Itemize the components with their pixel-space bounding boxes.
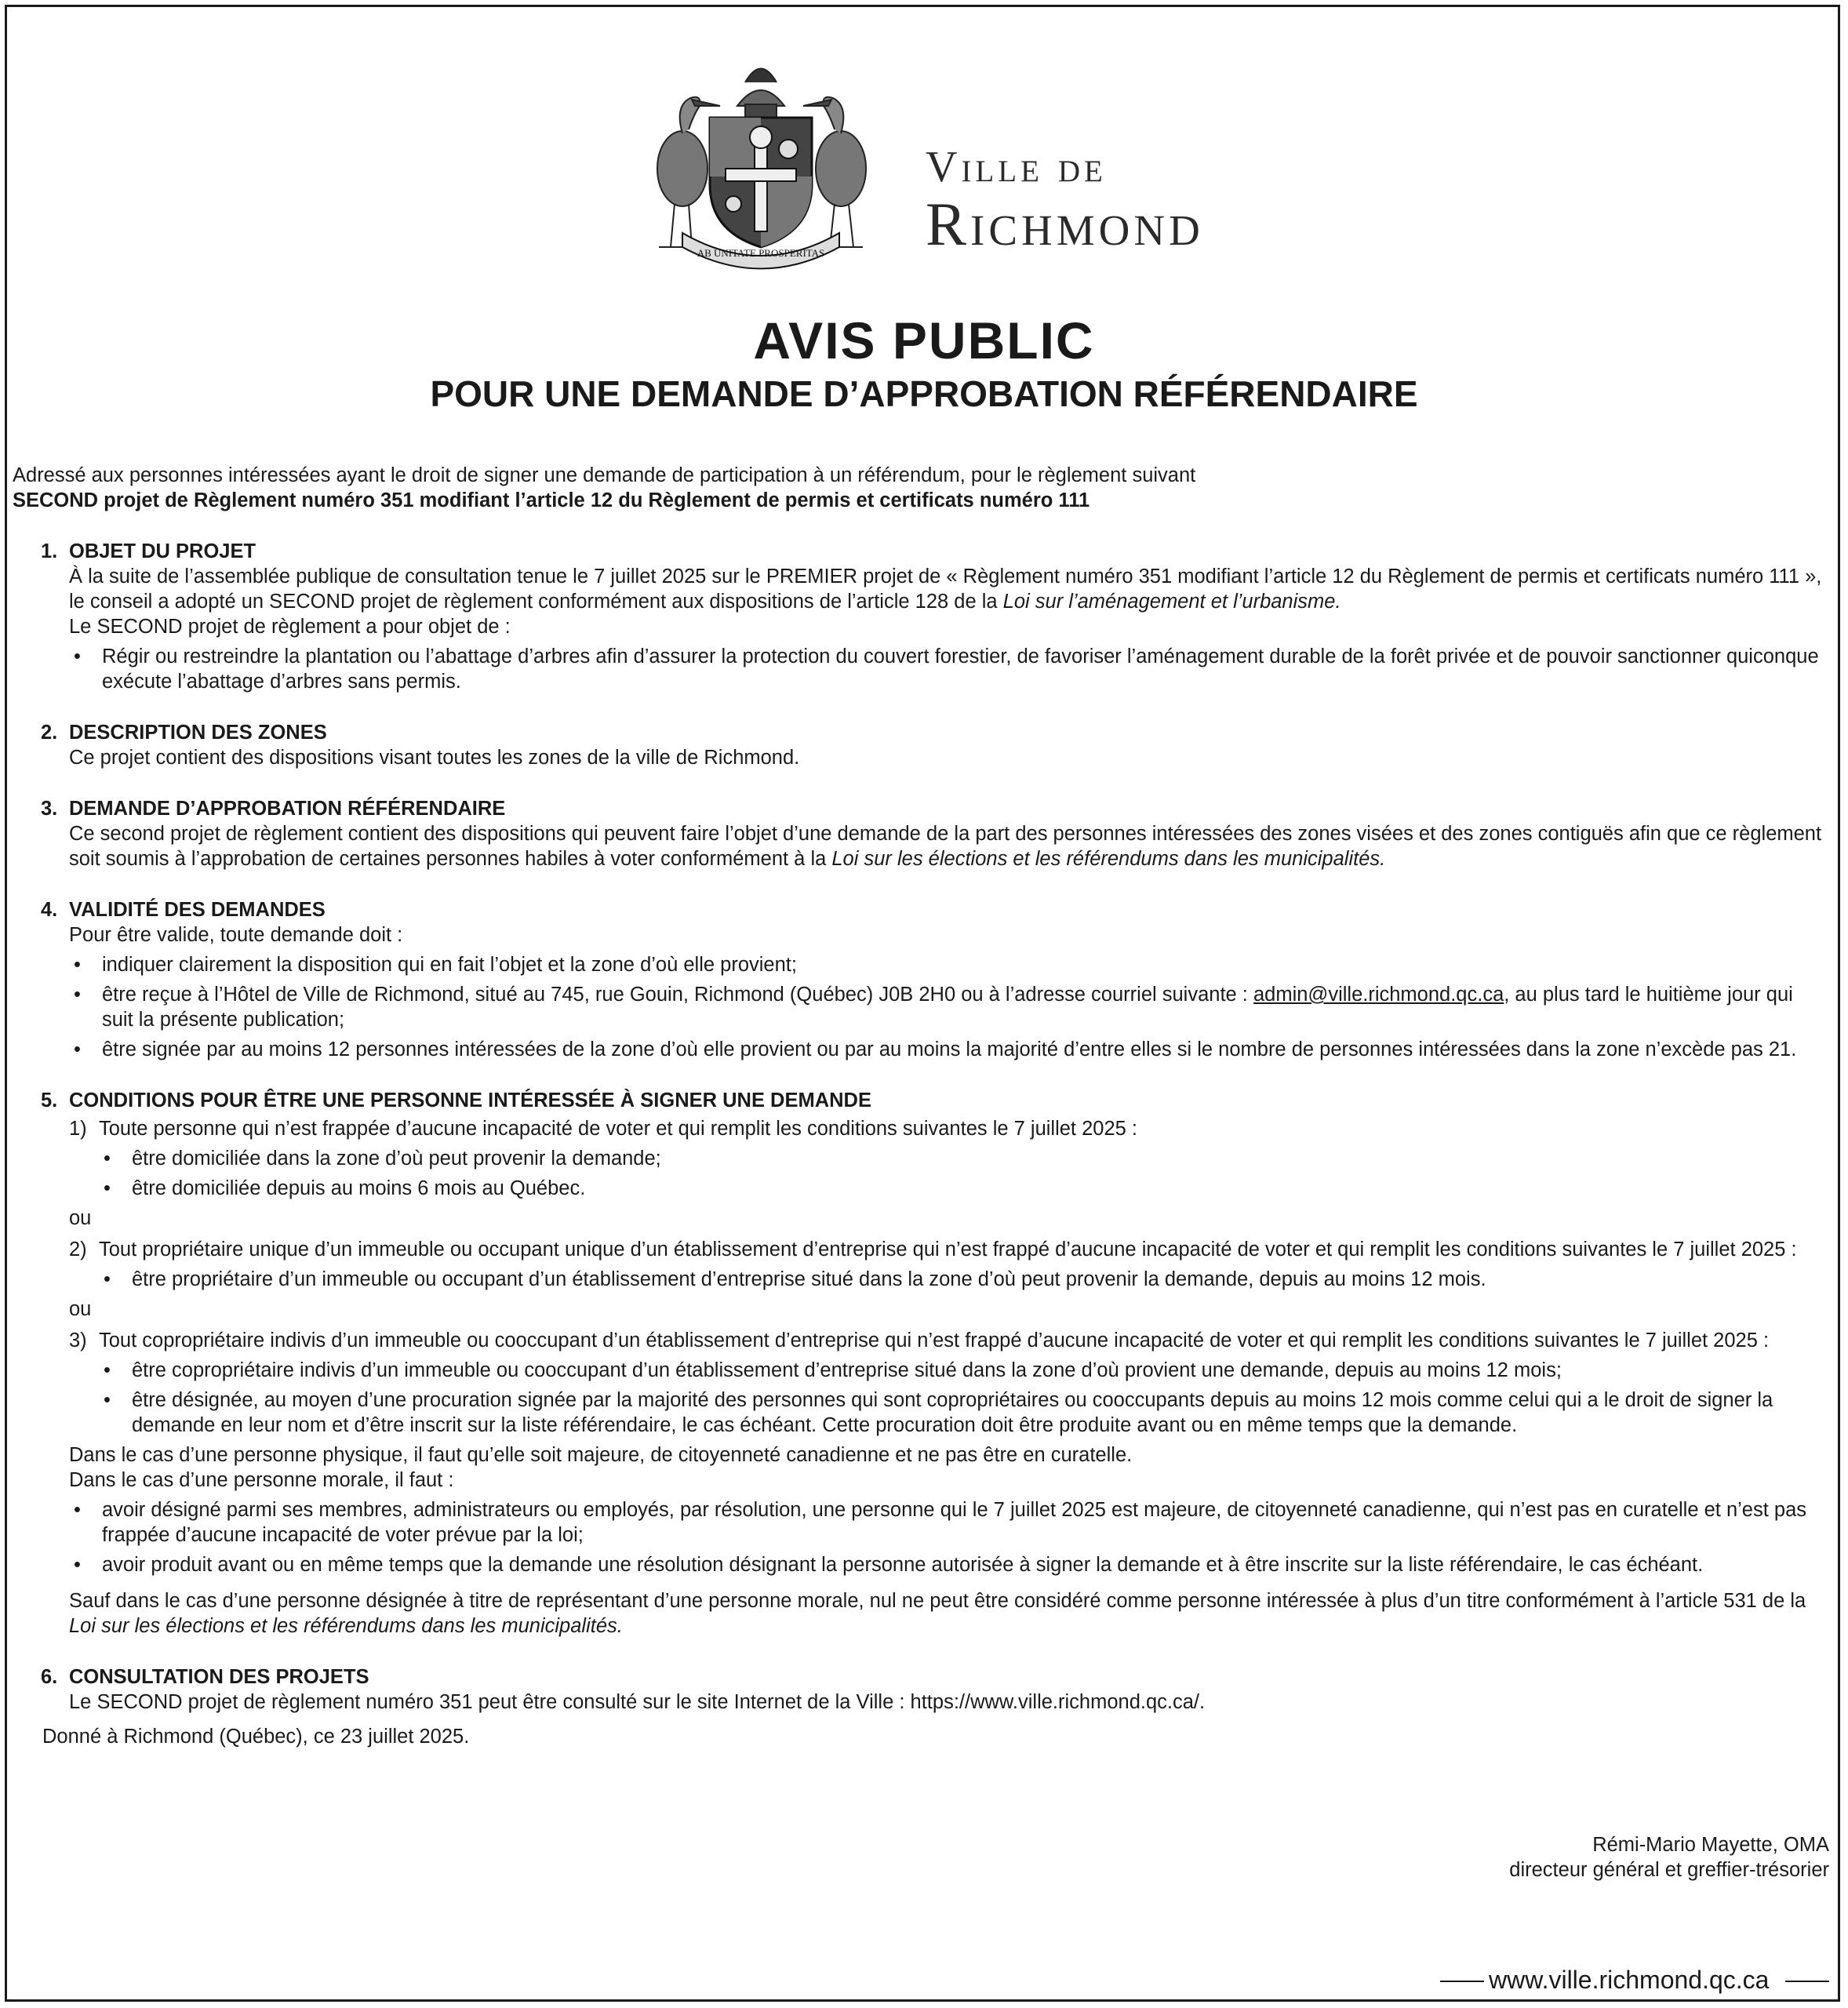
section-3	[13, 796, 1829, 871]
section-1-heading: OBJET DU PROJET	[69, 540, 256, 562]
section-4-heading: VALIDITÉ DES DEMANDES	[69, 899, 326, 921]
list-item: • Régir ou restreindre la plantation ou l’abattage d’arbres afin d’assurer la protection du couvert forestier, de favoriser l’aménagement durable de la forêt privée et de pouvoir sanctionner quiconque exécute l’abattage d’arbres sans permis.	[69, 644, 1829, 694]
condition-1-number: 1)	[69, 1118, 87, 1140]
condition-2-number: 2)	[69, 1239, 87, 1260]
section-1-list	[69, 644, 1829, 694]
section-4-number: 4.	[41, 899, 58, 921]
section-6-number: 6.	[41, 1666, 58, 1688]
section-6-heading: CONSULTATION DES PROJETS	[69, 1666, 369, 1688]
section-3-heading: DEMANDE D’APPROBATION RÉFÉRENDAIRE	[69, 798, 506, 820]
notice-subtitle: POUR UNE DEMANDE D’APPROBATION RÉFÉRENDAIRE	[430, 373, 1418, 415]
section-3-text: Ce second projet de règlement contient des dispositions qui peuvent faire l’objet d’une demande de la part des personnes intéressées des zones visées et des zones contiguës afin que ce règlement soit soumis à l’approbation de certaines personnes habiles à voter conformément à la	[69, 823, 1822, 870]
or-separator: ou	[69, 1298, 92, 1320]
section-1	[13, 539, 1829, 694]
section-3-paragraph	[69, 821, 1829, 871]
section-5-number: 5.	[41, 1089, 58, 1111]
exception-paragraph	[69, 1588, 1829, 1639]
list-item: • indiquer clairement la disposition qui en fait l’objet et la zone d’où elle provient;	[69, 952, 1829, 977]
list-item	[69, 982, 1829, 1032]
section-3-number: 3.	[41, 798, 58, 820]
header	[0, 43, 1848, 278]
footer-rule-right	[1785, 1981, 1829, 1982]
list-item: • être domiciliée dans la zone d’où peut provenir la demande;	[99, 1146, 1829, 1171]
list-item: • être signée par au moins 12 personnes intéressées de la zone d’où elle provient ou par au moins la majorité d’entre elles si le nombre de personnes intéressées dans la zone n’excède pas 21.	[69, 1037, 1829, 1062]
list-item: • être propriétaire d’un immeuble ou occupant d’un établissement d’entreprise situé dans la zone d’où peut provenir la demande, depuis au moins 12 mois.	[99, 1267, 1829, 1292]
legal-person-list	[69, 1497, 1829, 1577]
section-4-list	[69, 952, 1829, 1062]
condition-1	[69, 1116, 1829, 1201]
signature-block	[1509, 1832, 1829, 1882]
exception-law: Loi sur les élections et les référendums dans les municipalités.	[69, 1615, 623, 1637]
legal-person-text: Dans le cas d’une personne morale, il faut :	[69, 1469, 454, 1491]
list-item: • être copropriétaire indivis d’un immeuble ou cooccupant d’un établissement d’entreprise situé dans la zone d’où provient une demande, depuis au moins 12 mois;	[99, 1358, 1829, 1383]
condition-2-list	[99, 1267, 1829, 1292]
condition-2-text: Tout propriétaire unique d’un immeuble ou occupant unique d’un établissement d’entreprise qui n’est frappé d’aucune incapacité de voter et qui remplit les conditions suivantes le 7 juillet 2025 :	[99, 1239, 1797, 1260]
condition-1-list	[99, 1146, 1829, 1201]
intro-line1: Adressé aux personnes intéressées ayant le droit de signer une demande de participation à un référendum, pour le règlement suivant	[13, 464, 1196, 486]
list-item: • avoir produit avant ou en même temps que la demande une résolution désignant la personne autorisée à signer la demande et à être inscrite sur la liste référendaire, le cas échéant.	[69, 1552, 1829, 1577]
list-item: • être désignée, au moyen d’une procuration signée par la majorité des personnes qui sont copropriétaires ou cooccupants depuis au moins 12 mois comme celui qui a le droit de signer la demande en leur nom et d’être inscrit sur la liste référendaire, le cas échéant. Cette procuration doit être produite avant ou en même temps que la demande.	[99, 1388, 1829, 1438]
section-5	[13, 1088, 1829, 1639]
footer-url-link[interactable]: www.ville.richmond.qc.ca	[1484, 1966, 1773, 1995]
section-3-law: Loi sur les élections et les référendums dans les municipalités.	[831, 848, 1386, 870]
notice-title-block	[0, 311, 1848, 415]
deadline-text: , au plus tard le huitième jour qui suit la présente publication;	[102, 984, 1793, 1031]
notice-title: AVIS PUBLIC	[753, 311, 1095, 369]
intro-line2: SECOND projet de Règlement numéro 351 modifiant l’article 12 du Règlement de permis et certificats numéro 111	[13, 489, 1090, 511]
section-5-heading: CONDITIONS POUR ÊTRE UNE PERSONNE INTÉRESSÉE À SIGNER UNE DEMANDE	[69, 1089, 871, 1111]
email-link[interactable]: admin@ville.richmond.qc.ca	[1253, 984, 1504, 1006]
section-2-paragraph: Ce projet contient des dispositions visant toutes les zones de la ville de Richmond.	[69, 747, 800, 769]
condition-3-number: 3)	[69, 1330, 87, 1351]
condition-3-list	[99, 1358, 1829, 1438]
given-at-date: Donné à Richmond (Québec), ce 23 juillet 2025.	[42, 1726, 470, 1748]
city-crest-logo	[628, 51, 894, 271]
condition-3	[69, 1328, 1829, 1438]
city-wordmark	[926, 143, 1204, 258]
footer-rule-left	[1440, 1981, 1484, 1982]
wordmark-line1: Ville de	[926, 143, 1107, 191]
footer	[1440, 1966, 1832, 1994]
section-1-law: Loi sur l’aménagement et l’urbanisme.	[1002, 591, 1341, 613]
crest-motto: AB UNITATE PROSPERITAS	[697, 247, 825, 259]
section-4	[13, 897, 1829, 1062]
condition-1-text: Toute personne qui n’est frappée d’aucune incapacité de voter et qui remplit les conditions suivantes le 7 juillet 2025 :	[99, 1118, 1137, 1140]
wordmark-line2: Richmond	[926, 190, 1204, 258]
section-1-paragraph	[69, 564, 1829, 614]
condition-3-text: Tout copropriétaire indivis d’un immeuble ou cooccupant d’un établissement d’entreprise qui n’est frappé d’aucune incapacité de voter et qui remplit les conditions suivantes le 7 juillet 2025 :	[99, 1330, 1770, 1351]
list-item: • être domiciliée depuis au moins 6 mois au Québec.	[99, 1176, 1829, 1201]
list-item: • avoir désigné parmi ses membres, administrateurs ou employés, par résolution, une personne qui le 7 juillet 2025 est majeure, de citoyenneté canadienne, qui n’est pas en curatelle et n’est pas frappée d’aucune incapacité de voter prévue par la loi;	[69, 1497, 1829, 1548]
physical-person-text: Dans le cas d’une personne physique, il faut qu’elle soit majeure, de citoyenneté canadienne et ne pas être en curatelle.	[69, 1444, 1133, 1466]
section-4-intro: Pour être valide, toute demande doit :	[69, 924, 403, 946]
section-6	[13, 1664, 1829, 1715]
address-text: être reçue à l’Hôtel de Ville de Richmond, situé au 745, rue Gouin, Richmond (Québec) J0B 2H0 ou à l’adresse courriel suivante :	[102, 984, 1253, 1006]
section-1-number: 1.	[41, 540, 58, 562]
notice-body	[13, 463, 1829, 1749]
section-6-paragraph: Le SECOND projet de règlement numéro 351 peut être consulté sur le site Internet de la Ville : https://www.ville.richmond.qc.ca/.	[69, 1691, 1206, 1713]
signatory-role: directeur général et greffier-trésorier	[1509, 1859, 1829, 1881]
or-separator: ou	[69, 1207, 92, 1229]
section-2-number: 2.	[41, 722, 58, 744]
section-2-heading: DESCRIPTION DES ZONES	[69, 722, 327, 744]
exception-text: Sauf dans le cas d’une personne désignée à titre de représentant d’une personne morale, nul ne peut être considéré comme personne intéressée à plus d’un titre conformément à l’article 531 de la	[69, 1590, 1806, 1612]
section-1-object-intro: Le SECOND projet de règlement a pour objet de :	[69, 616, 511, 638]
signatory-name: Rémi-Mario Mayette, OMA	[1592, 1834, 1829, 1856]
section-2	[13, 720, 1829, 770]
section-1-text: À la suite de l’assemblée publique de consultation tenue le 7 juillet 2025 sur le PREMIER projet de « Règlement numéro 351 modifiant l’article 12 du Règlement de permis et certificats numéro 111 », le conseil a adopté un SECOND projet de règlement conformément aux dispositions de l’article 128 de la	[69, 566, 1822, 613]
condition-2	[69, 1237, 1829, 1292]
